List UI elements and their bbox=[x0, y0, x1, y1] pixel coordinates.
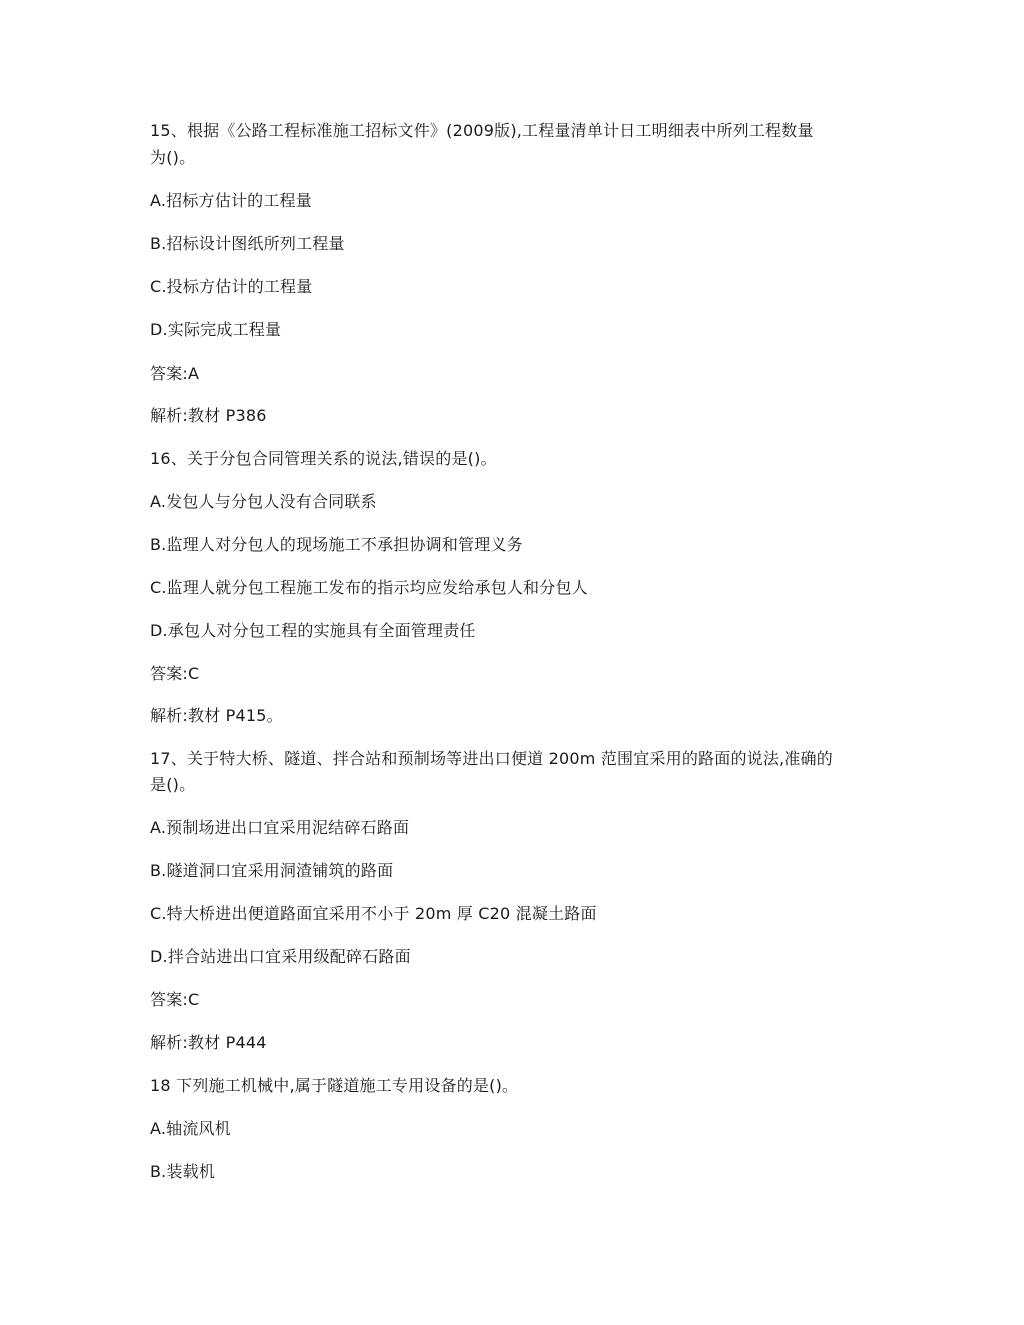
question-17-option-a: A.预制场进出口宜采用泥结碎石路面 bbox=[150, 818, 410, 837]
question-15-stem-line-2: 为()。 bbox=[150, 148, 196, 167]
question-16-option-a: A.发包人与分包人没有合同联系 bbox=[150, 492, 377, 511]
question-15-option-d: D.实际完成工程量 bbox=[150, 320, 282, 339]
question-17-analysis: 解析:教材 P444 bbox=[150, 1033, 267, 1052]
question-18-option-a: A.轴流风机 bbox=[150, 1119, 231, 1138]
question-17-option-c: C.特大桥进出便道路面宜采用不小于 20m 厚 C20 混凝土路面 bbox=[150, 904, 597, 923]
question-17-stem-line-1: 17、关于特大桥、隧道、拌合站和预制场等进出口便道 200m 范围宜采用的路面的说法,准确的 bbox=[150, 749, 833, 768]
question-15-answer: 答案:A bbox=[150, 364, 200, 383]
question-18-stem-line-1: 18 下列施工机械中,属于隧道施工专用设备的是()。 bbox=[150, 1076, 519, 1095]
question-15-option-b: B.招标设计图纸所列工程量 bbox=[150, 234, 345, 253]
question-16-option-d: D.承包人对分包工程的实施具有全面管理责任 bbox=[150, 621, 476, 640]
question-17-option-b: B.隧道洞口宜采用洞渣铺筑的路面 bbox=[150, 861, 394, 880]
question-16-answer: 答案:C bbox=[150, 664, 200, 683]
question-16-analysis: 解析:教材 P415。 bbox=[150, 706, 283, 725]
question-18-option-b: B.装载机 bbox=[150, 1162, 216, 1181]
question-15-option-c: C.投标方估计的工程量 bbox=[150, 277, 313, 296]
question-15-option-a: A.招标方估计的工程量 bbox=[150, 191, 312, 210]
question-15-stem-line-1: 15、根据《公路工程标准施工招标文件》(2009版),工程量清单计日工明细表中所列工程数量 bbox=[150, 121, 814, 140]
question-17-answer: 答案:C bbox=[150, 990, 200, 1009]
question-17-option-d: D.拌合站进出口宜采用级配碎石路面 bbox=[150, 947, 411, 966]
question-16-option-b: B.监理人对分包人的现场施工不承担协调和管理义务 bbox=[150, 535, 523, 554]
question-16-option-c: C.监理人就分包工程施工发布的指示均应发给承包人和分包人 bbox=[150, 578, 588, 597]
question-15-analysis: 解析:教材 P386 bbox=[150, 406, 267, 425]
question-16-stem-line-1: 16、关于分包合同管理关系的说法,错误的是()。 bbox=[150, 449, 497, 468]
question-17-stem-line-2: 是()。 bbox=[150, 775, 196, 794]
